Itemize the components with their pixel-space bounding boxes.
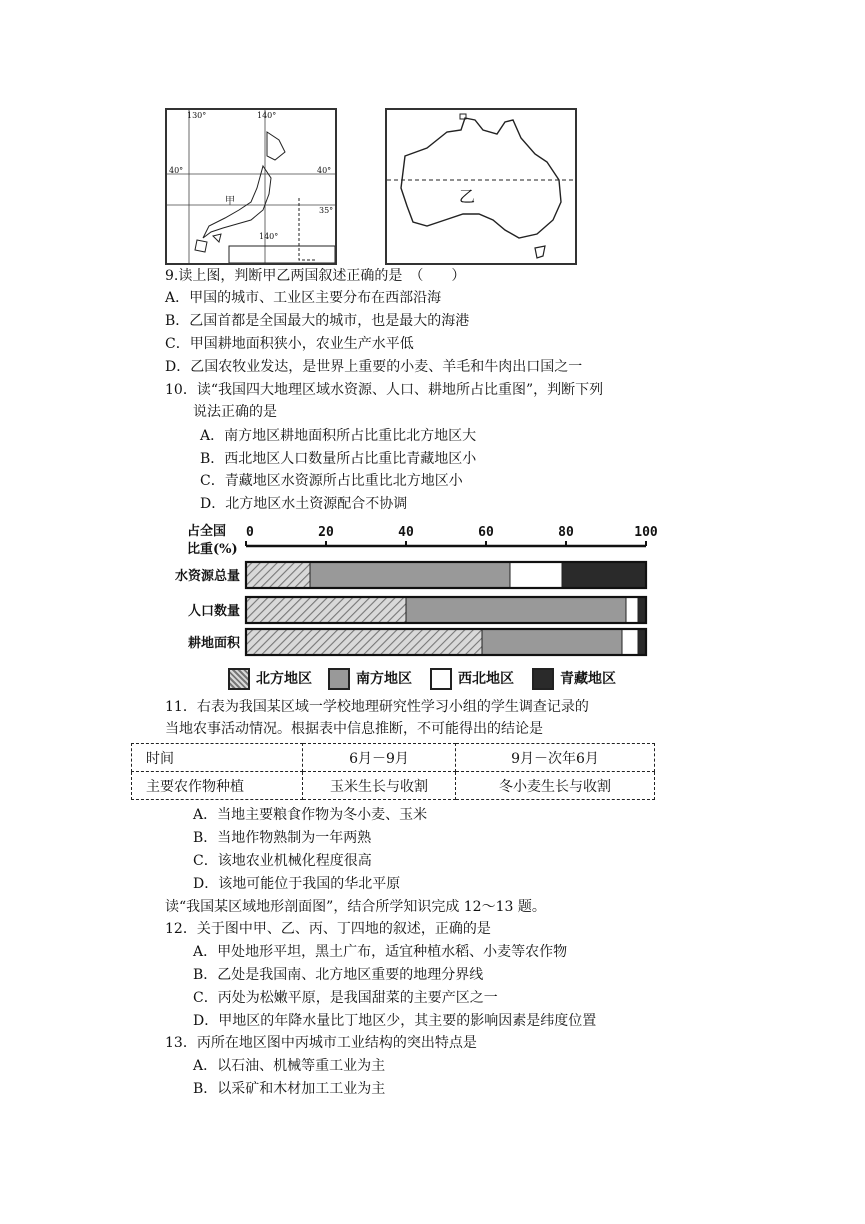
q11-stem-line2: 当地农事活动情况。根据表中信息推断，不可能得出的结论是 [165, 721, 543, 737]
bar-segment-1 [246, 562, 310, 588]
x-tick-label: 100 [634, 525, 658, 540]
map-marker-yi: 乙 [459, 187, 476, 206]
table-cell-corn: 玉米生长与收割 [303, 772, 456, 800]
legend-swatch-south [328, 668, 350, 690]
q13-stem: 13．丙所在地区图中丙城市工业结构的突出特点是 [165, 1035, 477, 1051]
table-row [132, 744, 655, 772]
category-label: 耕地面积 [187, 636, 240, 651]
x-tick-label: 20 [318, 525, 334, 540]
legend-label-south: 南方地区 [356, 671, 412, 687]
bar-segment-1 [246, 629, 482, 655]
axis-label-line2: 比重(%) [187, 542, 238, 557]
lat-label-40-left: 40° [169, 166, 184, 175]
lon-label-140-top: 140° [257, 111, 277, 120]
axis-label-line1: 占全国 [187, 524, 227, 539]
intro-12-13: 读“我国某区域地形剖面图”，结合所学知识完成 12～13 题。 [165, 899, 546, 915]
q12-option-a: A．甲处地形平坦，黑土广布，适宜种植水稻、小麦等农作物 [193, 944, 568, 960]
lon-label-130: 130° [187, 111, 207, 120]
q10-option-c: C．青藏地区水资源所占比重比北方地区小 [200, 473, 463, 489]
q11-stem-line1: 11．右表为我国某区域一学校地理研究性学习小组的学生调查记录的 [165, 699, 589, 715]
bar-segment-3 [622, 629, 638, 655]
category-label: 人口数量 [187, 604, 240, 619]
x-tick-label: 0 [246, 525, 254, 540]
bar-segment-2 [310, 562, 510, 588]
lat-label-35: 35° [319, 206, 334, 215]
bar-segment-4 [638, 597, 646, 623]
q10-stem-line2: 说法正确的是 [193, 404, 277, 420]
q11-option-a: A．当地主要粮食作物为冬小麦、玉米 [193, 807, 428, 823]
bar-segment-3 [626, 597, 638, 623]
bar-segment-2 [406, 597, 626, 623]
lat-label-40-right: 40° [317, 166, 332, 175]
map-marker-jia: 甲 [225, 196, 235, 207]
x-tick-label: 40 [398, 525, 414, 540]
bar-segment-1 [246, 597, 406, 623]
table-row [132, 772, 655, 800]
q9-option-c: C．甲国耕地面积狭小，农业生产水平低 [165, 336, 414, 352]
category-label: 水资源总量 [174, 569, 240, 584]
q11-option-b: B．当地作物熟制为一年两熟 [193, 830, 372, 846]
japan-map-graphic [167, 110, 335, 263]
bar-segment-4 [562, 562, 646, 588]
legend-label-qingzang: 青藏地区 [560, 671, 616, 687]
lon-label-140-bottom: 140° [259, 232, 279, 241]
q10-option-b: B．西北地区人口数量所占比重比青藏地区小 [200, 451, 477, 467]
legend-label-north: 北方地区 [256, 671, 312, 687]
legend-swatch-north [228, 668, 250, 690]
q11-option-d: D．该地可能位于我国的华北平原 [193, 876, 401, 892]
australia-map-graphic [387, 110, 575, 263]
q9-stem: 9.读上图，判断甲乙两国叙述正确的是 （ ） [165, 268, 466, 284]
table-cell-jun-sep: 6月－9月 [303, 744, 456, 772]
bar-segment-3 [510, 562, 562, 588]
legend-swatch-qingzang [532, 668, 554, 690]
farm-activity-table [131, 743, 655, 800]
q10-stem-line1: 10．读“我国四大地理区域水资源、人口、耕地所占比重图”，判断下列 [165, 382, 604, 398]
q12-option-c: C．丙处为松嫩平原，是我国甜菜的主要产区之一 [193, 990, 498, 1006]
map-japan [165, 108, 337, 265]
legend-swatch-northwest [430, 668, 452, 690]
q11-option-c: C．该地农业机械化程度很高 [193, 853, 372, 869]
q10-option-d: D．北方地区水土资源配合不协调 [200, 496, 408, 512]
table-cell-time-header: 时间 [132, 744, 303, 772]
bar-segment-4 [638, 629, 646, 655]
q10-option-a: A．南方地区耕地面积所占比重比北方地区大 [200, 428, 477, 444]
x-tick-label: 80 [558, 525, 574, 540]
q13-option-a: A．以石油、机械等重工业为主 [193, 1058, 386, 1074]
table-cell-sep-jun: 9月－次年6月 [456, 744, 655, 772]
legend-label-northwest: 西北地区 [458, 671, 514, 687]
q12-option-b: B．乙处是我国南、北方地区重要的地理分界线 [193, 967, 484, 983]
x-tick-label: 60 [478, 525, 494, 540]
q12-option-d: D．甲地区的年降水量比丁地区少，其主要的影响因素是纬度位置 [193, 1013, 597, 1029]
table-cell-crop-header: 主要农作物种植 [132, 772, 303, 800]
bar-segment-2 [482, 629, 622, 655]
table-cell-wheat: 冬小麦生长与收割 [456, 772, 655, 800]
q13-option-b: B．以采矿和木材加工工业为主 [193, 1081, 386, 1097]
q9-option-a: A．甲国的城市、工业区主要分布在西部沿海 [165, 290, 442, 306]
q9-option-d: D．乙国农牧业发达，是世界上重要的小麦、羊毛和牛肉出口国之一 [165, 359, 583, 375]
q12-stem: 12．关于图中甲、乙、丙、丁四地的叙述，正确的是 [165, 921, 491, 937]
map-australia [385, 108, 577, 265]
q9-option-b: B．乙国首都是全国最大的城市，也是最大的海港 [165, 313, 470, 329]
